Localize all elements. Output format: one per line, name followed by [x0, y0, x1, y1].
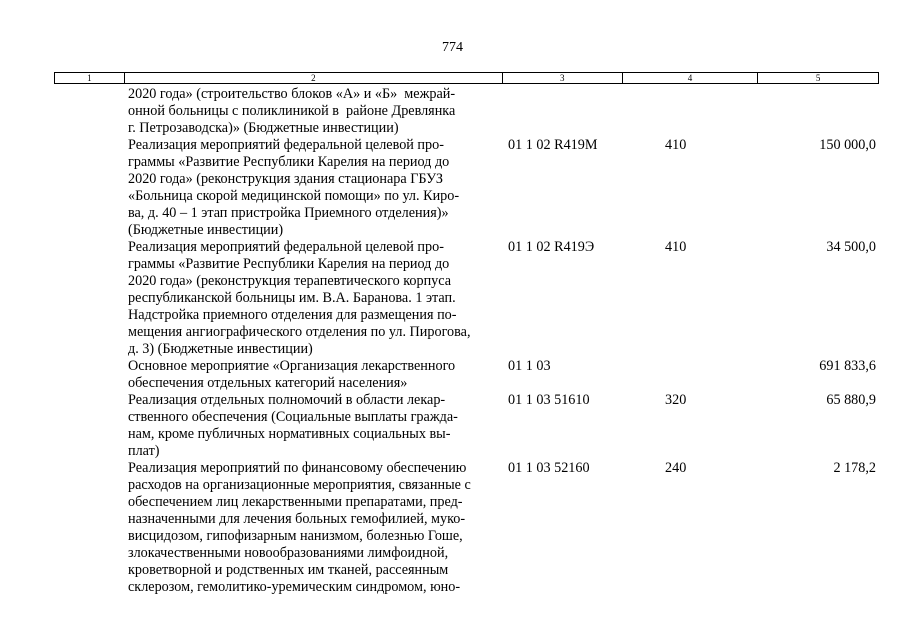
row-description: Реализация мероприятий по финансовому обеспечению расходов на организационные мероприятия, связанные с обеспечением лиц лекарственными препаратами, пред- назначенными для лечения больных гемофилией, муко- висцидозом, гипофизарным нанизмом, болезнью Гоше, злокачественными новообразованиями лимфоидной, кроветворной и родственных им тканей, рассеянным склерозом, гемолитико-уремическим синдромом, юно-	[128, 460, 471, 595]
row-sum: 150 000,0	[819, 137, 876, 153]
table-row	[0, 460, 905, 596]
row-code: 01 1 03 52160	[508, 460, 590, 476]
table-row	[0, 392, 905, 460]
page-number: 774	[442, 40, 463, 55]
row-sum: 691 833,6	[819, 358, 876, 374]
header-col-3: 3	[502, 73, 622, 83]
row-description: 2020 года» (строительство блоков «А» и «Б» межрай- онной больницы с поликлиникой в районе Древлянка г. Петрозаводска)» (Бюджетные инвестиции)	[128, 86, 456, 136]
row-sum: 2 178,2	[833, 460, 876, 476]
row-description: Реализация мероприятий федеральной целевой про- граммы «Развитие Республики Карелия на период до 2020 года» (реконструкция терапевтического корпуса республиканской больницы им. В.А. Баранова. 1 этап. Надстройка приемного отделения для размещения по- мещения ангиографического отделения по ул. Пирогова, д. 3) (Бюджетные инвестиции)	[128, 239, 471, 357]
table-row	[0, 86, 905, 137]
table-header	[54, 72, 879, 84]
header-col-2: 2	[124, 73, 502, 83]
row-code: 01 1 03 51610	[508, 392, 590, 408]
row-code: 01 1 02 R419М	[508, 137, 598, 153]
table-body	[0, 86, 905, 596]
row-type: 410	[665, 137, 687, 153]
table-row	[0, 239, 905, 358]
header-col-5: 5	[757, 73, 878, 83]
row-description: Основное мероприятие «Организация лекарственного обеспечения отдельных категорий населения»	[128, 358, 456, 391]
row-code: 01 1 03	[508, 358, 551, 374]
row-type: 240	[665, 460, 687, 476]
row-code: 01 1 02 R419Э	[508, 239, 595, 255]
table-row	[0, 358, 905, 392]
row-description: Реализация отдельных полномочий в области лекар- ственного обеспечения (Социальные выплаты гражда- нам, кроме публичных нормативных социальных вы- плат)	[128, 392, 458, 459]
row-sum: 65 880,9	[826, 392, 876, 408]
row-description: Реализация мероприятий федеральной целевой про- граммы «Развитие Республики Карелия на период до 2020 года» (реконструкция здания стационара ГБУЗ «Больница скорой медицинской помощи» по ул. Киро- ва, д. 40 – 1 этап пристройка Приемного отделения)» (Бюджетные инвестиции)	[128, 137, 460, 238]
header-col-4: 4	[622, 73, 758, 83]
header-col-1: 1	[87, 73, 92, 83]
row-type: 410	[665, 239, 687, 255]
row-type: 320	[665, 392, 687, 408]
row-sum: 34 500,0	[826, 239, 876, 255]
table-row	[0, 137, 905, 239]
